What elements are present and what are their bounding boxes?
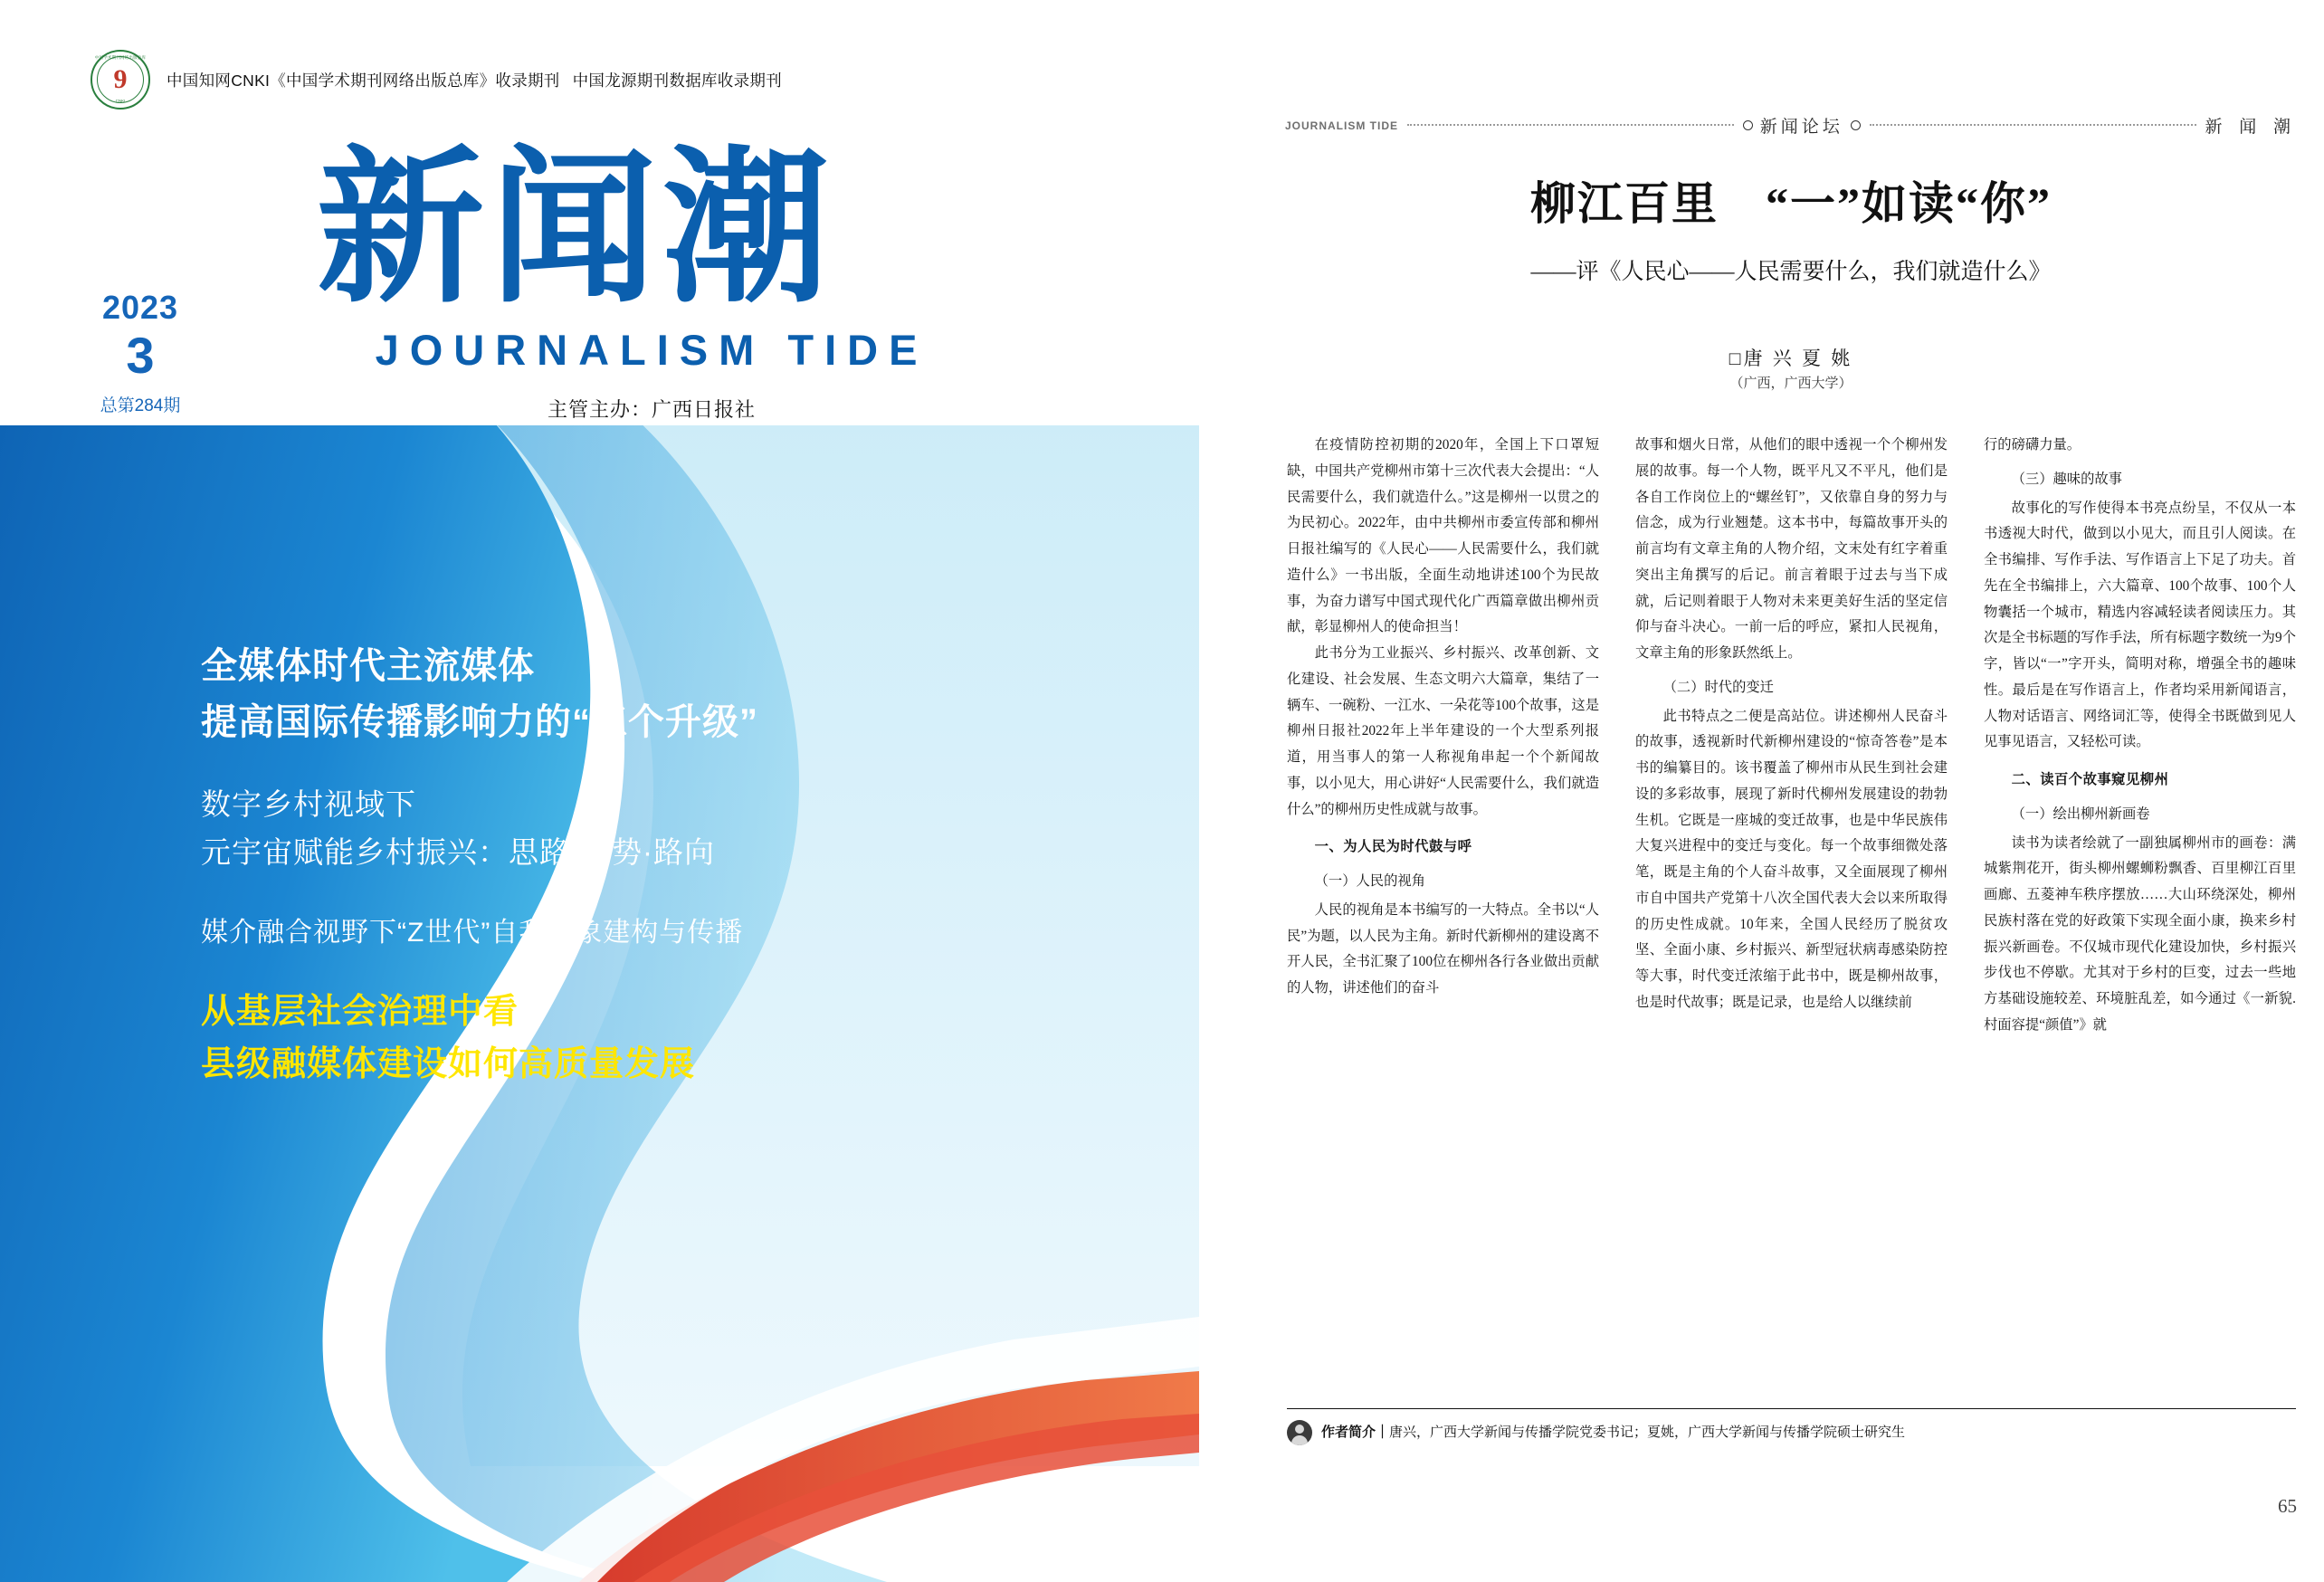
cnki-text-line	[167, 69, 782, 91]
headline-third: 媒介融合视野下“Z世代”自我形象建构与传播	[201, 917, 744, 948]
running-head-right: 新 闻 潮	[2205, 118, 2298, 137]
issue-block	[86, 290, 195, 416]
article-column-3	[1984, 433, 2296, 1039]
cnki-logo-icon	[90, 50, 150, 110]
subsection-heading: （三）趣味的故事	[2011, 471, 2122, 487]
logo-bottom-text: CNKI	[115, 99, 126, 103]
cnki-line-2: 中国龙源期刊数据库收录期刊	[572, 71, 783, 90]
section-heading: 一、为人民为时代鼓与呼	[1314, 839, 1472, 855]
running-head	[1285, 113, 2297, 138]
subsection-heading: （二）时代的变迁	[1662, 679, 1774, 695]
subsection-heading: （一）人民的视角	[1314, 873, 1425, 889]
running-head-dots-left	[1407, 124, 1734, 127]
running-head-center: 新闻论坛	[1759, 118, 1843, 137]
headline-fourth	[201, 986, 979, 1092]
headline-secondary-line1: 数字乡村视域下	[201, 787, 416, 821]
headline-primary-line2: 提高国际传播影响力的“三个升级”	[201, 702, 758, 742]
issue-total: 总第284期	[100, 396, 181, 416]
article-author: □唐 兴 夏 姚	[1729, 348, 1853, 369]
body-paragraph: 行的磅礴力量。	[1984, 437, 2081, 453]
article-column-2	[1635, 433, 1948, 1039]
article-subtitle: ——评《人民心——人民需要什么，我们就造什么》	[1530, 260, 2052, 284]
headline-primary-line1: 全媒体时代主流媒体	[201, 646, 535, 686]
article-columns	[1287, 433, 2296, 1039]
author-bio-label: 作者简介｜	[1321, 1425, 1390, 1440]
body-paragraph: 此书特点之二便是高站位。讲述柳州人民奋斗的故事，透视新时代新柳州建设的“惊奇答卷”是本书的编纂目的。该书覆盖了柳州市从民生到社会建设的多彩故事，展现了新时代柳州发展建设的勃勃生机。它既是一座城的变迁故事，也是中华民族伟大复兴进程中的变迁与变化。每一个故事细微处落笔，既是主角的个人奋斗故事，又全面展现了柳州市自中国共产党第十八次全国代表大会以来所取得的历史性成就。10年来，全国人民经历了脱贫攻坚、全面小康、乡村振兴、新型冠状病毒感染防控等大事，时代变迁浓缩于此书中，既是柳州故事，也是时代故事；既是记录，也是给人以继续前	[1635, 708, 1948, 1010]
running-head-dots-right	[1870, 124, 2196, 127]
masthead	[317, 130, 986, 423]
headline-fourth-line1: 从基层社会治理中看	[201, 992, 519, 1031]
body-paragraph: 故事化的写作使得本书亮点纷呈，不仅从一本书透视大时代，做到以小见大，而且引人阅读。在全书编排、写作手法、写作语言上下足了功夫。首先在全书编排上，六大篇章、100个故事、100个人物囊括一个城市，精选内容减轻读者阅读压力。其次是全书标题的写作手法，所有标题字数统一为9个字，皆以“一”字开头，简明对称，增强全书的趣味性。最后是在写作语言上，作者均采用新闻语言，人物对话语言、网络词汇等，使得全书既做到见人见事见语言，又轻松可读。	[1984, 500, 2296, 750]
author-bio-detail: 唐兴，广西大学新闻与传播学院党委书记；夏姚，广西大学新闻与传播学院硕士研究生	[1389, 1425, 1906, 1440]
issue-number: 3	[126, 326, 155, 384]
masthead-title-en: JOURNALISM TIDE	[375, 326, 929, 375]
cnki-indexing-row	[90, 50, 782, 110]
headline-primary	[201, 638, 979, 750]
headline-secondary	[201, 781, 979, 877]
headline-secondary-line2: 元宇宙赋能乡村振兴：思路·态势·路向	[201, 834, 715, 869]
running-head-center-group	[1743, 113, 1861, 138]
logo-number: 9	[113, 64, 128, 94]
body-paragraph: 在疫情防控初期的2020年，全国上下口罩短缺，中国共产党柳州市第十三次代表大会提出：“人民需要什么，我们就造什么。”这是柳州一以贯之的为民初心。2022年，由中共柳州市委宣传部和柳州日报社编写的《人民心——人民需要什么，我们就造什么》一书出版，全面生动地讲述100个为民故事，为奋力谱写中国式现代化广西篇章做出柳州贡献，彰显柳州人的使命担当！	[1287, 437, 1599, 635]
article-title: 柳江百里 “一”如读“你”	[1530, 178, 2052, 229]
circle-marker-icon-2	[1851, 120, 1861, 130]
section-heading: 二、读百个故事窥见柳州	[2011, 772, 2169, 787]
running-head-left: JOURNALISM TIDE	[1285, 119, 1399, 132]
author-bio	[1287, 1408, 2296, 1445]
headline-fourth-line2: 县级融媒体建设如何高质量发展	[201, 1045, 696, 1084]
body-paragraph: 故事和烟火日常，从他们的眼中透视一个个柳州发展的故事。每一个人物，既平凡又不平凡，他们是各自工作岗位上的“螺丝钉”，又依靠自身的努力与信念，成为行业翘楚。这本书中，每篇故事开头的前言均有文章主角的人物介绍，文末处有红字着重突出主角撰写的后记。前言着眼于过去与当下成就，后记则着眼于人物对未来更美好生活的坚定信仰与奋斗决心。一前一后的呼应，紧扣人民视角，文章主角的形象跃然纸上。	[1635, 437, 1948, 661]
article-affiliation: （广西，广西大学）	[1729, 376, 1853, 391]
article-page	[1258, 0, 2324, 1582]
page-number: 65	[2278, 1495, 2297, 1517]
cover-headline-list	[201, 638, 979, 1091]
masthead-title-cn: 新闻潮	[317, 130, 835, 326]
subsection-heading: （一）绘出柳州新画卷	[2011, 805, 2150, 822]
article-column-1	[1287, 433, 1599, 1039]
cnki-line-1: 中国知网CNKI《中国学术期刊网络出版总库》收录期刊	[167, 71, 560, 90]
issue-year: 2023	[101, 289, 179, 326]
author-bio-text	[1321, 1420, 1905, 1444]
logo-top-text: 中国学术期刊网络出版总库	[94, 55, 147, 60]
body-paragraph: 读书为读者绘就了一副独属柳州市的画卷：满城紫荆花开，街头柳州螺蛳粉飘香、百里柳江百里画廊、五菱神车秩序摆放……大山环绕深处，柳州民族村落在党的好政策下实现全面小康，换来乡村振兴新画卷。不仅城市现代化建设加快，乡村振兴步伐也不停歇。尤其对于乡村的巨变，过去一些地方基础设施较差、环境脏乱差，如今通过《一新貌.村面容提“颜值”》就	[1984, 834, 2296, 1033]
circle-marker-icon	[1743, 120, 1753, 130]
masthead-sponsor: 主管主办：广西日报社	[547, 398, 756, 422]
author-avatar-icon	[1287, 1420, 1312, 1445]
body-paragraph: 人民的视角是本书编写的一大特点。全书以“人民”为题，以人民为主角。新时代新柳州的建设离不开人民，全书汇聚了100位在柳州各行各业做出贡献的人物，讲述他们的奋斗	[1287, 901, 1599, 996]
body-paragraph: 此书分为工业振兴、乡村振兴、改革创新、文化建设、社会发展、生态文明六大篇章，集结了一辆车、一碗粉、一江水、一朵花等100个故事，这是柳州日报社2022年上半年建设的一个大型系列报道，用当事人的第一人称视角串起一个个新闻故事，以小见大，用心讲好“人民需要什么，我们就造什么”的柳州历史性成就与故事。	[1287, 645, 1599, 817]
